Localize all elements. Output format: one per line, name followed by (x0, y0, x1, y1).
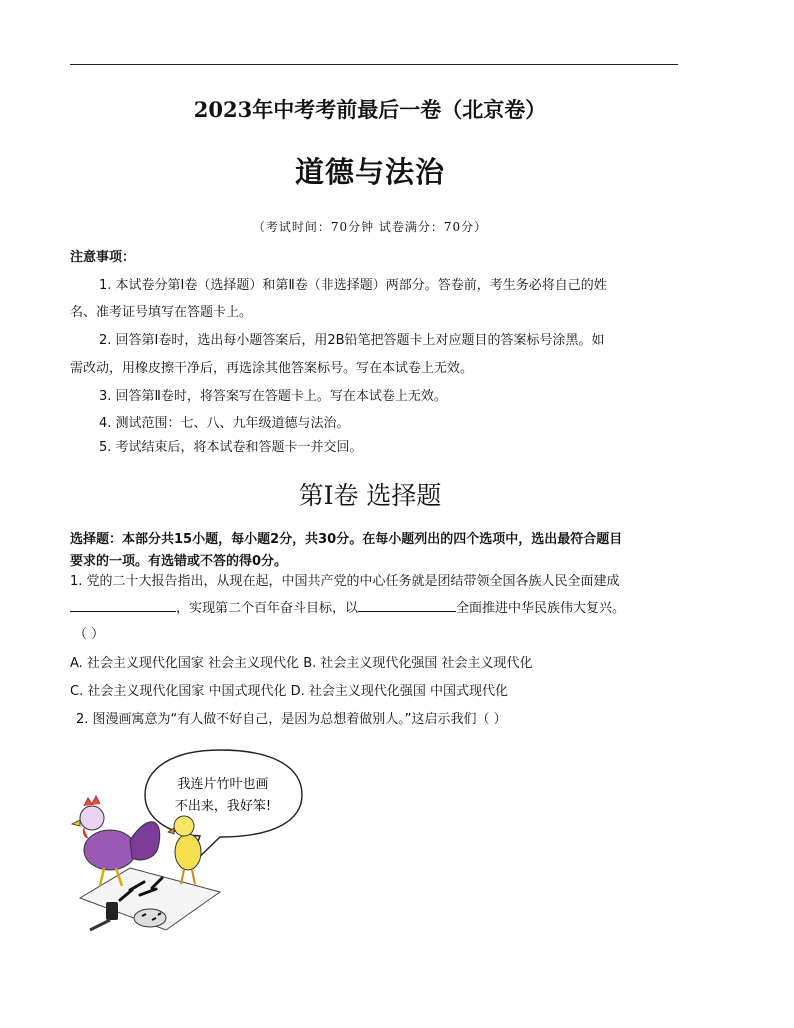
q2-stem: 2. 图漫画寓意为“有人做不好自己，是因为总想着做别人。”这启示我们（ ） (76, 712, 507, 727)
q1-answer-paren: （ ） (74, 627, 105, 642)
rooster-comb (84, 796, 100, 806)
notice-item-3: 3. 回答第Ⅱ卷时，将答案写在答题卡上。写在本试卷上无效。 (99, 389, 447, 404)
rooster-tail (130, 822, 160, 860)
q1-option-ab: A. 社会主义现代化国家 社会主义现代化 B. 社会主义现代化强国 社会主义现代化 (70, 656, 533, 671)
q1-blank-2 (358, 598, 456, 612)
chick-body (175, 834, 201, 870)
section-intro-2: 要求的一项。有选错或不答的得0分。 (70, 554, 288, 569)
bubble-text-1: 我连片竹叶也画 (177, 777, 269, 792)
bubble-text-2: 不出来，我好笨! (174, 799, 272, 814)
section-title: 第Ⅰ卷 选择题 (298, 481, 442, 510)
q1-stem-end: 全面推进中华民族伟大复兴。 (456, 601, 626, 616)
notice-heading: 注意事项： (70, 250, 136, 265)
header-rule (70, 64, 678, 65)
ink-dish (134, 909, 166, 927)
subject-title: 道德与法治 (294, 155, 445, 189)
brush (90, 920, 110, 930)
notice-item-2: 2. 回答第Ⅰ卷时，选出每小题答案后，用2B铅笔把答题卡上对应题目的答案标号涂黑。如 (99, 333, 605, 348)
chick-head (174, 816, 194, 836)
q1-stem-2 (70, 597, 625, 616)
ink-bottle (106, 902, 118, 920)
q2-cartoon (70, 740, 390, 940)
q1-stem-1: 1. 党的二十大报告指出，从现在起，中国共产党的中心任务就是团结带领全国各族人民全面建成 (70, 574, 620, 589)
q1-stem-mid: ，实现第二个百年奋斗目标，以 (176, 601, 359, 616)
section-intro-1: 选择题：本部分共15小题，每小题2分，共30分。在每小题列出的四个选项中，选出最符合题目 (70, 532, 623, 547)
q1-blank-1 (70, 598, 176, 612)
q1-option-cd: C. 社会主义现代化国家 中国式现代化 D. 社会主义现代化强国 中国式现代化 (70, 684, 509, 699)
rooster-beak (72, 820, 80, 826)
rooster-head (80, 806, 104, 830)
notice-item-1-cont: 名、准考证号填写在答题卡上。 (70, 305, 253, 320)
exam-info: （考试时间：70分钟 试卷满分：70分） (252, 220, 488, 234)
notice-item-5: 5. 考试结束后，将本试卷和答题卡一并交回。 (99, 440, 363, 455)
notice-item-2-cont: 需改动，用橡皮擦干净后，再选涂其他答案标号。写在本试卷上无效。 (70, 361, 474, 376)
notice-item-4: 4. 测试范围：七、八、九年级道德与法治。 (99, 416, 350, 431)
rooster-body (84, 830, 136, 870)
notice-item-1: 1. 本试卷分第Ⅰ卷（选择题）和第Ⅱ卷（非选择题）两部分。答卷前，考生务必将自己的姓 (99, 278, 607, 293)
exam-title: 2023年中考考前最后一卷（北京卷） (193, 97, 547, 122)
